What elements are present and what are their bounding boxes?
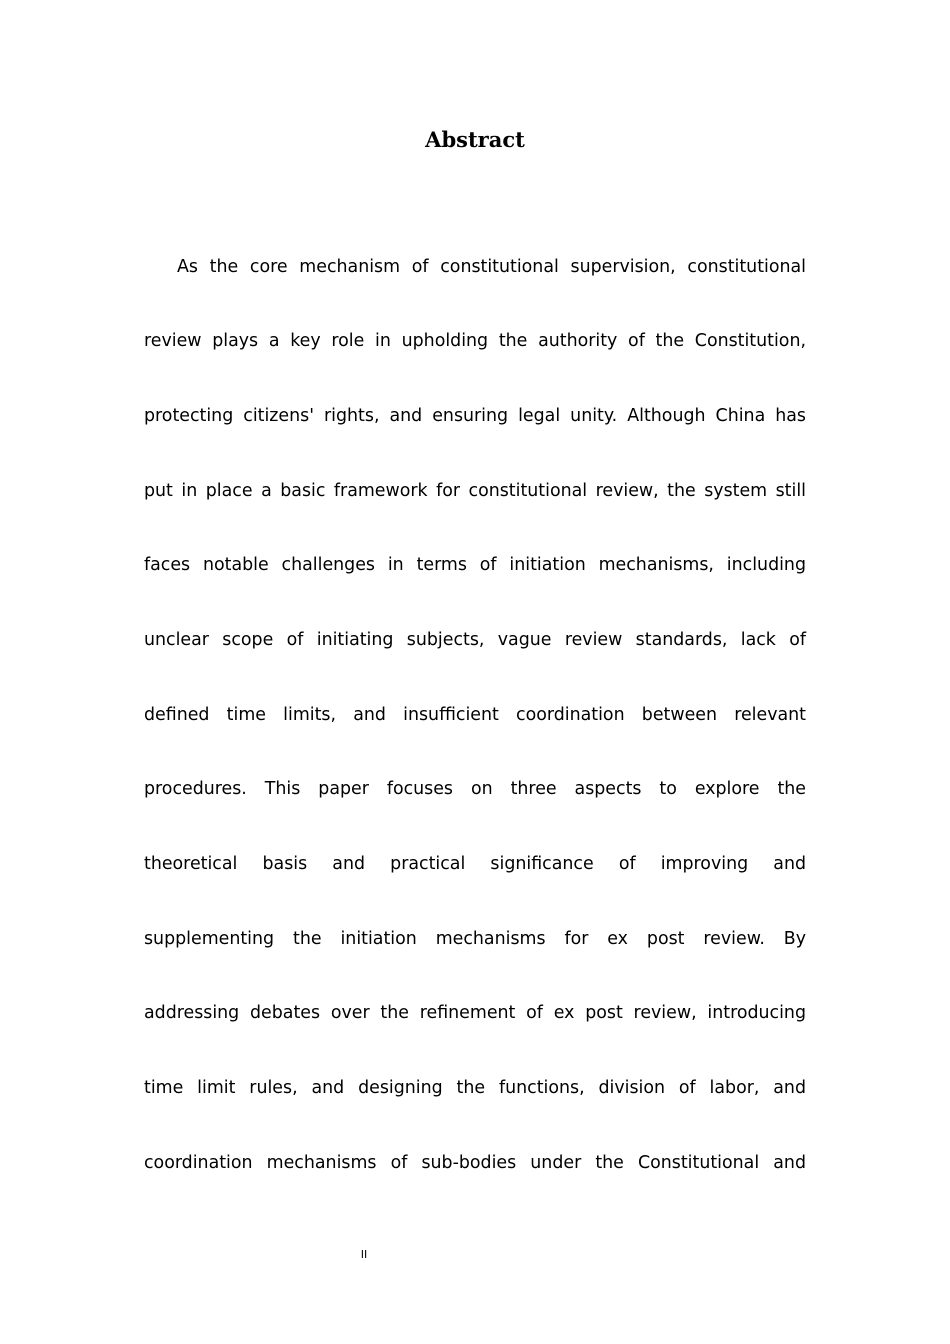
body-line: review plays a key role in upholding the authority of the Constitution, [144, 331, 806, 351]
body-line: As the core mechanism of constitutional supervision, constitutional [177, 257, 806, 277]
body-line: faces notable challenges in terms of initiation mechanisms, including [144, 555, 806, 575]
abstract-title: Abstract [425, 127, 525, 152]
body-line: defined time limits, and insufficient coordination between relevant [144, 705, 806, 725]
body-line: addressing debates over the refinement of ex post review, introducing [144, 1003, 806, 1023]
body-line: unclear scope of initiating subjects, vague review standards, lack of [144, 630, 806, 650]
body-line: protecting citizens' rights, and ensuring legal unity. Although China has [144, 406, 806, 426]
page-number: II [360, 1248, 368, 1261]
body-line: put in place a basic framework for constitutional review, the system still [144, 481, 806, 501]
body-line: time limit rules, and designing the functions, division of labor, and [144, 1078, 806, 1098]
body-line: procedures. This paper focuses on three aspects to explore the [144, 779, 806, 799]
body-line: coordination mechanisms of sub-bodies under the Constitutional and [144, 1153, 806, 1173]
body-line: supplementing the initiation mechanisms for ex post review. By [144, 929, 806, 949]
body-line: theoretical basis and practical significance of improving and [144, 854, 806, 874]
